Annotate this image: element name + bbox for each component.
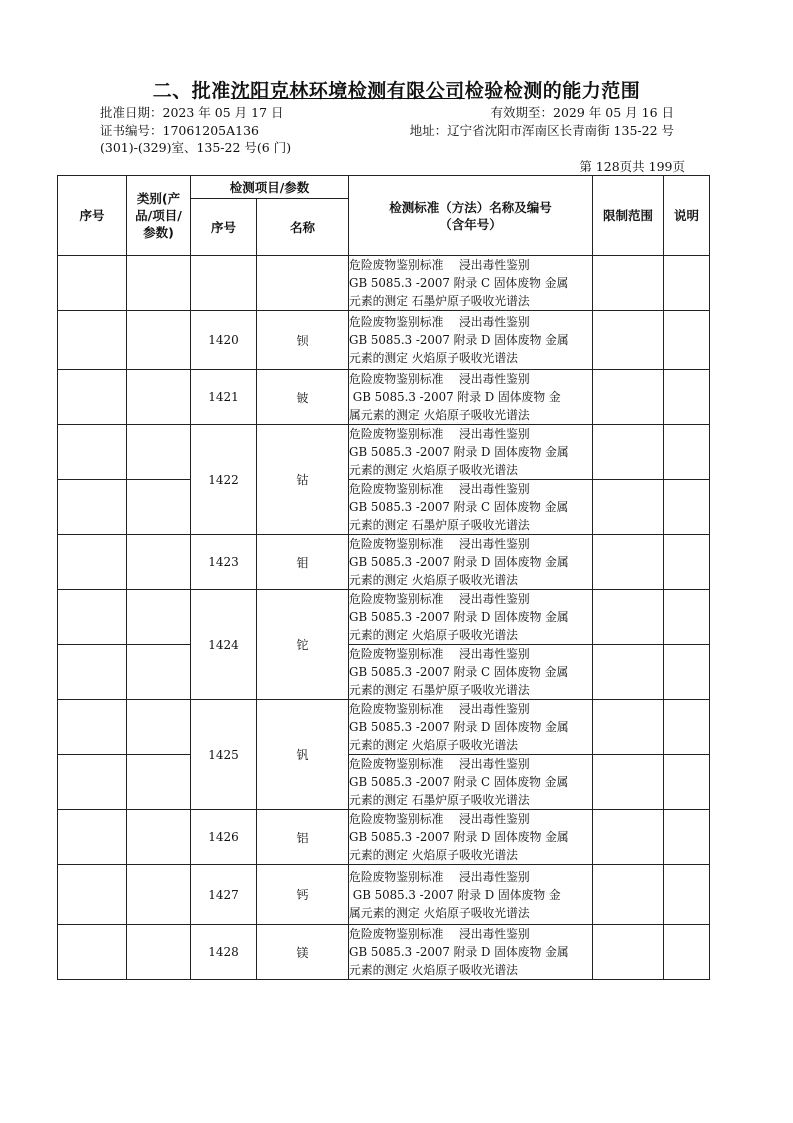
header-item-name: 名称 — [257, 199, 349, 256]
header-note: 说明 — [664, 176, 710, 256]
limit-cell — [593, 755, 664, 810]
table-row — [58, 810, 710, 865]
note-cell — [664, 590, 710, 645]
standard-line: GB 5085.3 -2007 附录 D 固体废物 金属 — [349, 720, 569, 734]
table-row — [58, 700, 710, 755]
standard-line: 元素的测定 火焰原子吸收光谱法 — [349, 738, 518, 752]
header-standard: 检测标准（方法）名称及编号（含年号） — [349, 176, 593, 256]
category-cell — [127, 755, 191, 810]
table-row — [58, 865, 710, 925]
category-cell — [127, 590, 191, 645]
note-cell — [664, 700, 710, 755]
category-cell — [127, 425, 191, 480]
company-name: 沈阳克林环境检测有限公司 — [230, 80, 465, 102]
table-row — [58, 535, 710, 590]
standard-line: 元素的测定 石墨炉原子吸收光谱法 — [349, 793, 530, 807]
table-row — [58, 370, 710, 425]
item-number: 1424 — [191, 590, 257, 700]
limit-cell — [593, 810, 664, 865]
item-name: 钴 — [257, 425, 349, 535]
item-name: 钙 — [257, 865, 349, 925]
seq-cell — [58, 370, 127, 425]
standard-cell — [349, 370, 593, 425]
limit-cell — [593, 925, 664, 980]
standard-cell — [349, 480, 593, 535]
standard-cell — [349, 256, 593, 311]
item-number: 1422 — [191, 425, 257, 535]
page-number: 第 128页共 199页 — [579, 159, 685, 174]
item-name: 铊 — [257, 590, 349, 700]
standard-cell — [349, 810, 593, 865]
item-number: 1421 — [191, 370, 257, 425]
seq-cell — [58, 755, 127, 810]
limit-cell — [593, 700, 664, 755]
limit-cell — [593, 645, 664, 700]
note-cell — [664, 645, 710, 700]
seq-cell — [58, 645, 127, 700]
table-body — [58, 256, 710, 980]
standard-line: 属元素的测定 火焰原子吸收光谱法 — [349, 408, 530, 422]
seq-cell — [58, 256, 127, 311]
seq-cell — [58, 700, 127, 755]
table-row — [58, 256, 710, 311]
item-number: 1428 — [191, 925, 257, 980]
standard-line: 危险废物鉴别标准 浸出毒性鉴别 — [349, 647, 530, 661]
standard-line: GB 5085.3 -2007 附录 C 固体废物 金属 — [349, 775, 569, 789]
seq-cell — [58, 810, 127, 865]
limit-cell — [593, 425, 664, 480]
standard-line: 危险废物鉴别标准 浸出毒性鉴别 — [349, 927, 530, 941]
standard-cell — [349, 925, 593, 980]
address: 地址：辽宁省沈阳市浑南区长青南街 135-22 号 — [409, 123, 674, 138]
standard-line: 危险废物鉴别标准 浸出毒性鉴别 — [349, 482, 530, 496]
item-name: 镁 — [257, 925, 349, 980]
category-cell — [127, 535, 191, 590]
standard-line: GB 5085.3 -2007 附录 C 固体废物 金属 — [349, 665, 569, 679]
standard-line: 危险废物鉴别标准 浸出毒性鉴别 — [349, 258, 530, 272]
note-cell — [664, 425, 710, 480]
standard-line: 危险废物鉴别标准 浸出毒性鉴别 — [349, 315, 530, 329]
item-name: 铍 — [257, 370, 349, 425]
standard-cell — [349, 700, 593, 755]
standard-line: GB 5085.3 -2007 附录 D 固体废物 金属 — [349, 610, 569, 624]
table-row — [58, 425, 710, 480]
category-cell — [127, 480, 191, 535]
standard-cell — [349, 311, 593, 370]
address-continued: (301)-(329)室、135-22 号(6 门) — [100, 140, 292, 155]
standard-line: 危险废物鉴别标准 浸出毒性鉴别 — [349, 869, 530, 884]
category-cell — [127, 256, 191, 311]
approval-date: 批准日期：2023 年 05 月 17 日 — [100, 105, 284, 120]
item-name: 钼 — [257, 535, 349, 590]
standard-line: 元素的测定 石墨炉原子吸收光谱法 — [349, 683, 530, 697]
standard-line: 属元素的测定 火焰原子吸收光谱法 — [349, 905, 530, 920]
table-row — [58, 311, 710, 370]
limit-cell — [593, 865, 664, 925]
note-cell — [664, 535, 710, 590]
standard-cell — [349, 755, 593, 810]
standard-line: 元素的测定 火焰原子吸收光谱法 — [349, 573, 518, 587]
category-cell — [127, 370, 191, 425]
standard-line: 元素的测定 石墨炉原子吸收光谱法 — [349, 518, 530, 532]
standard-line: GB 5085.3 -2007 附录 C 固体废物 金属 — [349, 500, 569, 514]
limit-cell — [593, 480, 664, 535]
item-number: 1425 — [191, 700, 257, 810]
item-name: 铝 — [257, 810, 349, 865]
seq-cell — [58, 480, 127, 535]
header-item-no: 序号 — [191, 199, 257, 256]
header-seq: 序号 — [58, 176, 127, 256]
item-name: 钡 — [257, 311, 349, 370]
note-cell — [664, 925, 710, 980]
note-cell — [664, 370, 710, 425]
category-cell — [127, 810, 191, 865]
limit-cell — [593, 311, 664, 370]
header-limit: 限制范围 — [593, 176, 664, 256]
seq-cell — [58, 865, 127, 925]
title-prefix: 二、批准 — [152, 80, 231, 102]
standard-line: GB 5085.3 -2007 附录 D 固体废物 金属 — [349, 945, 569, 959]
limit-cell — [593, 590, 664, 645]
note-cell — [664, 256, 710, 311]
note-cell — [664, 311, 710, 370]
note-cell — [664, 865, 710, 925]
standard-line: GB 5085.3 -2007 附录 D 固体废物 金 — [349, 887, 561, 902]
item-number: 1423 — [191, 535, 257, 590]
header-item-group: 检测项目/参数 — [191, 176, 349, 199]
item-number — [191, 256, 257, 311]
category-cell — [127, 645, 191, 700]
item-name — [257, 256, 349, 311]
standard-cell — [349, 645, 593, 700]
table-row — [58, 590, 710, 645]
standard-line: 危险废物鉴别标准 浸出毒性鉴别 — [349, 757, 530, 771]
note-cell — [664, 480, 710, 535]
standard-line: 元素的测定 火焰原子吸收光谱法 — [349, 963, 518, 977]
standard-line: 元素的测定 火焰原子吸收光谱法 — [349, 463, 518, 477]
item-number: 1426 — [191, 810, 257, 865]
standard-cell — [349, 865, 593, 925]
standard-line: 元素的测定 石墨炉原子吸收光谱法 — [349, 294, 530, 308]
standard-cell — [349, 535, 593, 590]
title-suffix: 检验检测的能力范围 — [464, 80, 641, 102]
category-cell — [127, 925, 191, 980]
standard-line: 元素的测定 火焰原子吸收光谱法 — [349, 628, 518, 642]
table-row — [58, 480, 710, 535]
standard-line: GB 5085.3 -2007 附录 D 固体废物 金属 — [349, 333, 569, 347]
header-category: 类别(产品/项目/参数) — [127, 176, 191, 256]
standard-line: 危险废物鉴别标准 浸出毒性鉴别 — [349, 427, 530, 441]
category-cell — [127, 865, 191, 925]
standard-line: 元素的测定 火焰原子吸收光谱法 — [349, 848, 518, 862]
standard-line: 元素的测定 火焰原子吸收光谱法 — [349, 351, 518, 365]
standard-line: 危险废物鉴别标准 浸出毒性鉴别 — [349, 702, 530, 716]
page-title — [0, 76, 793, 103]
limit-cell — [593, 256, 664, 311]
category-cell — [127, 700, 191, 755]
standard-cell — [349, 425, 593, 480]
seq-cell — [58, 925, 127, 980]
seq-cell — [58, 535, 127, 590]
standard-cell — [349, 590, 593, 645]
certificate-number: 证书编号：17061205A136 — [100, 123, 260, 138]
seq-cell — [58, 425, 127, 480]
item-number: 1427 — [191, 865, 257, 925]
valid-until: 有效期至：2029 年 05 月 16 日 — [490, 105, 674, 120]
standard-line: GB 5085.3 -2007 附录 D 固体废物 金属 — [349, 830, 569, 844]
limit-cell — [593, 535, 664, 590]
table-row — [58, 925, 710, 980]
category-cell — [127, 311, 191, 370]
seq-cell — [58, 311, 127, 370]
standard-line: GB 5085.3 -2007 附录 C 固体废物 金属 — [349, 276, 569, 290]
standard-line: GB 5085.3 -2007 附录 D 固体废物 金属 — [349, 445, 569, 459]
item-name: 钒 — [257, 700, 349, 810]
note-cell — [664, 810, 710, 865]
table-row — [58, 645, 710, 700]
capability-table — [57, 175, 710, 980]
note-cell — [664, 755, 710, 810]
seq-cell — [58, 590, 127, 645]
standard-line: GB 5085.3 -2007 附录 D 固体废物 金 — [349, 390, 561, 404]
standard-line: 危险废物鉴别标准 浸出毒性鉴别 — [349, 537, 530, 551]
standard-line: 危险废物鉴别标准 浸出毒性鉴别 — [349, 812, 530, 826]
item-number: 1420 — [191, 311, 257, 370]
standard-line: 危险废物鉴别标准 浸出毒性鉴别 — [349, 592, 530, 606]
standard-line: GB 5085.3 -2007 附录 D 固体废物 金属 — [349, 555, 569, 569]
table-row — [58, 755, 710, 810]
limit-cell — [593, 370, 664, 425]
standard-line: 危险废物鉴别标准 浸出毒性鉴别 — [349, 372, 530, 386]
